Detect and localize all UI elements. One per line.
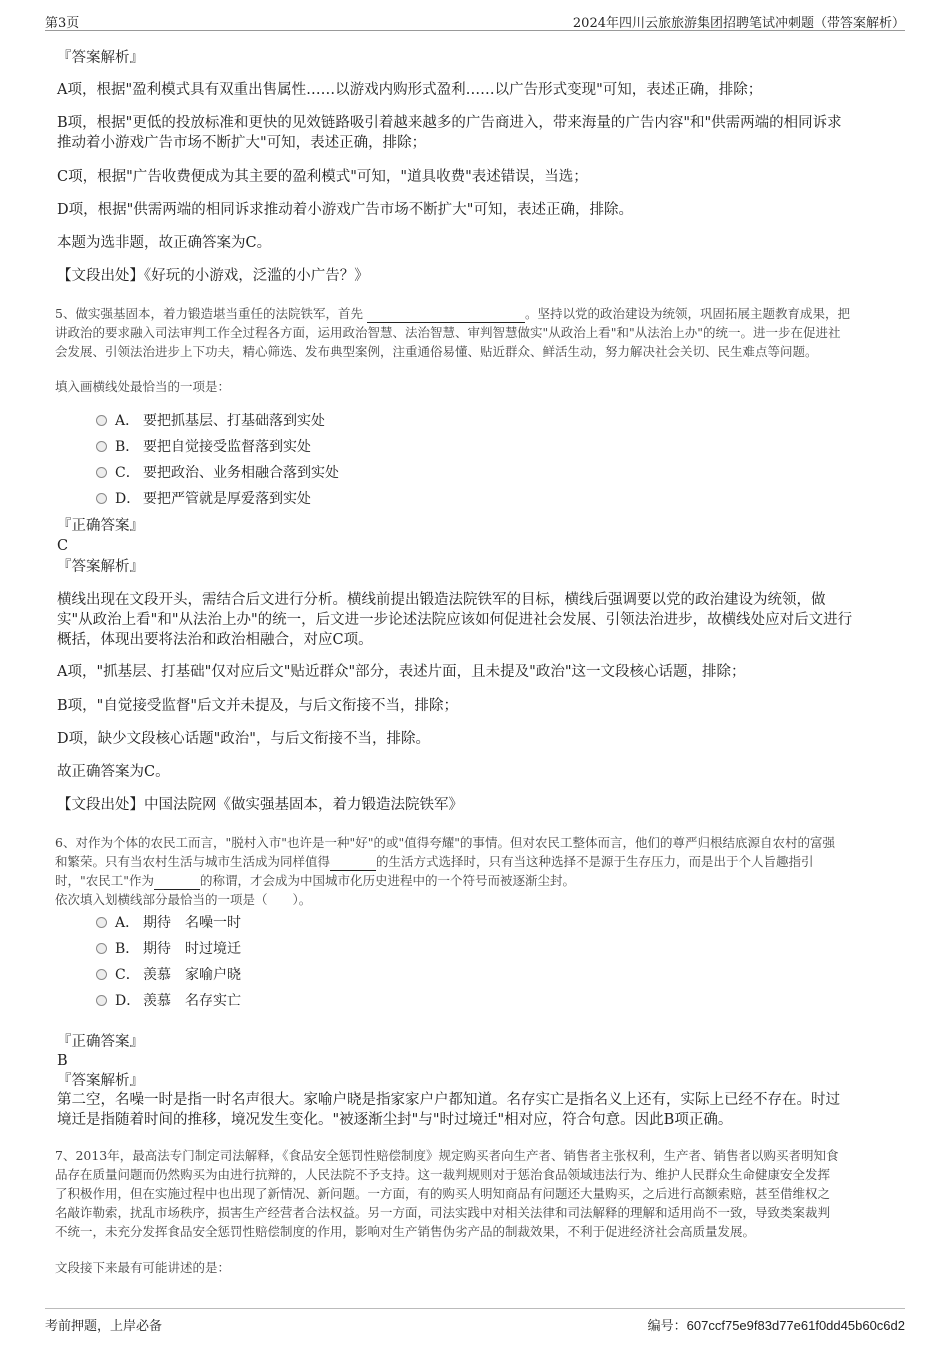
q6-answer-label: 『正确答案』	[57, 1034, 144, 1050]
document-title: 2024年四川云旅旅游集团招聘笔试冲刺题（带答案解析）	[572, 16, 905, 31]
q4-conclusion: 本题为选非题，故正确答案为C。	[57, 235, 272, 251]
q4-para-a: A项，根据"盈利模式具有双重出售属性……以游戏内购形式盈利……以广告形式变现"可知，表述正确，排除；	[57, 82, 763, 98]
q7-stem-line-1: 7、2013年，最高法专门制定司法解释，《食品安全惩罚性赔偿制度》规定购买者向生产者、销售者主张权利，生产者、销售者以购买者明知食	[55, 1148, 839, 1163]
q5-option-d[interactable]: D． 要把严管就是厚爱落到实处	[96, 489, 311, 509]
radio-icon[interactable]	[96, 943, 107, 954]
document-code: 编号：607ccf75e9f83d77e61f0dd45b60c6d2	[647, 1318, 905, 1333]
q4-source: 【文段出处】《好玩的小游戏，泛滥的小广告？》	[57, 268, 369, 284]
q5-para-d: D项，缺少文段核心话题"政治"，与后文衔接不当，排除。	[57, 731, 430, 747]
q5-answer: C	[57, 538, 69, 554]
q6-option-c[interactable]: C． 羡慕 家喻户晓	[96, 965, 241, 985]
radio-icon[interactable]	[96, 969, 107, 980]
q6-analysis-line-2: 境迁是指随着时间的推移，境况发生变化。"被逐渐尘封"与"时过境迁"相对应，符合句意。因此B项正确。	[57, 1112, 733, 1128]
q4-para-d: D项，根据"供需两端的相同诉求推动着小游戏广告市场不断扩大"可知，表述正确，排除。	[57, 202, 633, 218]
q7-stem-line-2: 品存在质量问题而仍然购买为由进行抗辩的，人民法院不予支持。这一裁判规则对于惩治食品领域违法行为、维护人民群众生命健康安全发挥	[55, 1167, 831, 1182]
q7-stem-line-3: 了积极作用，但在实施过程中也出现了新情况、新问题。一方面，有的购买人明知商品有问题还大量购买，之后进行高额索赔，甚至借维权之	[55, 1186, 831, 1201]
radio-icon[interactable]	[96, 493, 107, 504]
q5-conclusion: 故正确答案为C。	[57, 764, 170, 780]
q5-answer-label: 『正确答案』	[57, 518, 144, 534]
q6-answer: B	[57, 1053, 68, 1069]
q5-option-c[interactable]: C． 要把政治、业务相融合落到实处	[96, 463, 339, 483]
fill-blank	[154, 875, 200, 890]
q6-stem-line-3: 时，"农民工"作为 的称谓，才会成为中国城市化历史进程中的一个符号而被逐渐尘封。	[55, 873, 576, 888]
q6-option-d[interactable]: D． 羡慕 名存实亡	[96, 991, 241, 1011]
q5-option-a[interactable]: A． 要把抓基层、打基础落到实处	[96, 411, 325, 431]
q5-option-b[interactable]: B． 要把自觉接受监督落到实处	[96, 437, 311, 457]
q6-analysis-line-1: 第二空，名噪一时是指一时名声很大。家喻户晓是指家家户户都知道。名存实亡是指名义上还有，实际上已经不存在。时过	[57, 1092, 840, 1108]
q4-para-b-2: 推动着小游戏广告市场不断扩大"可知，表述正确，排除；	[57, 135, 427, 151]
q6-prompt: 依次填入划横线部分最恰当的一项是（ ）。	[55, 892, 312, 907]
radio-icon[interactable]	[96, 995, 107, 1006]
page-footer	[45, 1308, 905, 1339]
q6-stem-line-2: 和繁荣。只有当农村生活与城市生活成为同样值得 的生活方式选择时，只有当这种选择不是源于生存压力，而是出于个人旨趣指引	[55, 854, 814, 869]
q5-stem-line-2: 讲政治的要求融入司法审判工作全过程各方面，运用政治智慧、法治智慧、审判智慧做实"从政治上看"和"从法治上办"的统一。进一步在促进社	[55, 325, 841, 340]
q6-option-b[interactable]: B． 期待 时过境迁	[96, 939, 241, 959]
footer-slogan: 考前押题，上岸必备	[45, 1319, 163, 1334]
q7-prompt: 文段接下来最有可能讲述的是：	[55, 1260, 231, 1275]
q5-para-b: B项，"自觉接受监督"后文并未提及，与后文衔接不当，排除；	[57, 698, 458, 714]
q5-para-a: A项，"抓基层、打基础"仅对应后文"贴近群众"部分，表述片面，且未提及"政治"这一文段核心话题，排除；	[57, 664, 746, 680]
q6-option-a[interactable]: A． 期待 名噪一时	[96, 913, 241, 933]
radio-icon[interactable]	[96, 441, 107, 452]
q5-prompt: 填入画横线处最恰当的一项是：	[55, 379, 231, 394]
q6-stem-line-1: 6、对作为个体的农民工而言，"脱村入市"也许是一种"好"的或"值得夸耀"的事情。但对农民工整体而言，他们的尊严归根结底源自农村的富强	[55, 835, 835, 850]
q5-source: 【文段出处】中国法院网《做实强基固本，着力锻造法院铁军》	[57, 797, 463, 813]
radio-icon[interactable]	[96, 415, 107, 426]
q6-analysis-label: 『答案解析』	[57, 1073, 144, 1089]
radio-icon[interactable]	[96, 917, 107, 928]
page-header	[45, 8, 905, 31]
q4-para-c: C项，根据"广告收费便成为其主要的盈利模式"可知，"道具收费"表述错误，当选；	[57, 169, 588, 185]
q5-stem-line-1: 5、做实强基固本，着力锻造堪当重任的法院铁军，首先 。坚持以党的政治建设为统领，巩固拓展主题教育成果，把	[55, 306, 850, 321]
q4-para-b-1: B项，根据"更低的投放标准和更快的见效链路吸引着越来越多的广告商进入，带来海量的广告内容"和"供需两端的相同诉求	[57, 115, 842, 131]
fill-blank	[330, 856, 376, 871]
q5-analysis-label: 『答案解析』	[57, 559, 144, 575]
fill-blank	[367, 308, 525, 323]
q4-analysis-label: 『答案解析』	[57, 50, 144, 66]
q5-analysis-line-2: 实"从政治上看"和"从法治上办"的统一，后文进一步论述法院应该如何促进社会发展、引领法治进步，故横线处应对后文进行	[57, 612, 853, 628]
q5-stem-line-3: 会发展、引领法治进步上下功夫，精心筛选、发布典型案例，注重通俗易懂、贴近群众、鲜活生动，努力解决社会关切、民生难点等问题。	[55, 344, 818, 359]
page-number: 第3页	[45, 16, 80, 31]
radio-icon[interactable]	[96, 467, 107, 478]
q7-stem-line-4: 名敲诈勒索，扰乱市场秩序，损害生产经营者合法权益。另一方面，司法实践中对相关法律和司法解释的理解和适用尚不一致，导致类案裁判	[55, 1205, 831, 1220]
q5-analysis-line-1: 横线出现在文段开头，需结合后文进行分析。横线前提出锻造法院铁军的目标，横线后强调要以党的政治建设为统领，做	[57, 592, 826, 608]
q5-analysis-line-3: 概括，体现出要将法治和政治相融合，对应C项。	[57, 632, 373, 648]
q7-stem-line-5: 不统一，未充分发挥食品安全惩罚性赔偿制度的作用，影响对生产销售伪劣产品的制裁效果，不利于促进经济社会高质量发展。	[55, 1224, 756, 1239]
